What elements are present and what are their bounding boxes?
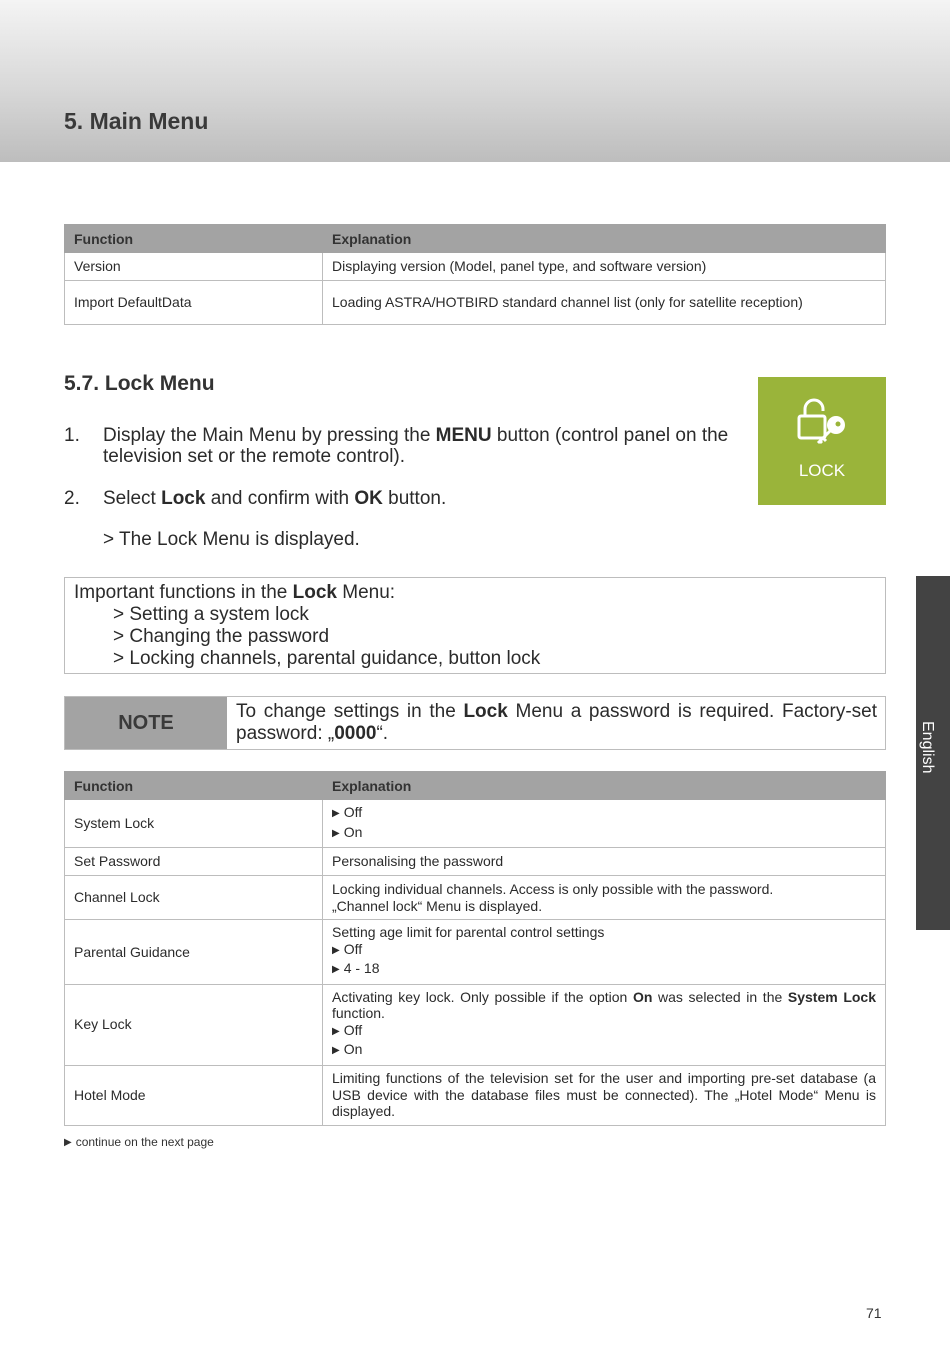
note-text xyxy=(236,701,877,745)
step-text xyxy=(103,488,743,509)
table-row xyxy=(65,1065,886,1125)
column-header-explanation: Explanation xyxy=(323,225,886,253)
cell-function: Version xyxy=(65,253,323,281)
column-header-explanation: Explanation xyxy=(323,772,886,800)
function-table-1 xyxy=(64,224,886,325)
lock-keyword: Lock xyxy=(292,582,337,603)
table-row xyxy=(65,876,886,920)
option-label: Off xyxy=(343,1021,363,1038)
lock-keyword: Lock xyxy=(161,488,206,509)
note-text-part: “. xyxy=(376,723,389,744)
menu-button-name: MENU xyxy=(435,425,492,446)
factory-password: 0000 xyxy=(334,723,377,744)
explanation-text-part: was selected in the xyxy=(652,988,788,1005)
option-keyword: On xyxy=(632,988,653,1005)
arrow-right-icon: ▶ xyxy=(332,827,340,839)
explanation-line: „Channel lock“ Menu is displayed. xyxy=(332,897,543,914)
cell-function: Hotel Mode xyxy=(65,1065,323,1125)
option-item xyxy=(332,804,876,824)
cell-function: Set Password xyxy=(65,848,323,876)
lock-keyword: Lock xyxy=(463,701,508,722)
table-row xyxy=(65,848,886,876)
important-intro xyxy=(74,582,395,604)
step-text-part: Display the Main Menu by pressing the xyxy=(103,425,436,446)
arrow-right-icon: ▶ xyxy=(332,964,340,975)
lock-tile-label: LOCK xyxy=(798,461,846,480)
cell-explanation: Displaying version (Model, panel type, and software version) xyxy=(323,253,886,281)
step-number: 2. xyxy=(64,488,80,509)
option-label: On xyxy=(343,823,363,840)
table-row xyxy=(65,920,886,985)
continue-text: continue on the next page xyxy=(75,1135,214,1149)
table-header-row xyxy=(65,225,886,253)
option-item xyxy=(332,941,876,961)
arrow-right-icon: ▶ xyxy=(332,808,340,819)
cell-explanation xyxy=(323,800,886,848)
cell-function: Import DefaultData xyxy=(65,281,323,325)
arrow-right-icon: ▶ xyxy=(332,1045,340,1056)
lock-menu-tile xyxy=(758,377,886,505)
note-label: NOTE xyxy=(65,697,227,749)
option-label: On xyxy=(343,1041,363,1057)
cell-explanation: Limiting functions of the television set for the user and importing pre-set database (a USB device with the database files must be connected). The „Hotel Mode“ Menu is displayed. xyxy=(323,1065,886,1125)
option-item xyxy=(332,824,876,844)
cell-function: Parental Guidance xyxy=(65,920,323,985)
list-item: > Changing the password xyxy=(113,626,330,647)
cell-explanation xyxy=(323,984,886,1065)
option-item xyxy=(332,1022,876,1042)
table-row xyxy=(65,984,886,1065)
step-text-part: Select xyxy=(103,488,162,509)
step-text-part: and confirm with xyxy=(205,488,355,509)
cell-explanation: Personalising the password xyxy=(323,848,886,876)
cell-explanation: Loading ASTRA/HOTBIRD standard channel list (only for satellite reception) xyxy=(323,281,886,325)
cell-explanation xyxy=(323,876,886,920)
table-row xyxy=(65,253,886,281)
important-functions-box xyxy=(64,577,886,674)
column-header-function: Function xyxy=(65,225,323,253)
list-item: > Locking channels, parental guidance, button lock xyxy=(113,648,541,669)
language-tab-label: English xyxy=(919,721,936,774)
note-text-part: Menu a password is required. Factory-set password: „ xyxy=(236,701,877,744)
intro-text-part: Menu: xyxy=(336,582,396,603)
step-text xyxy=(103,425,743,467)
list-item: > Setting a system lock xyxy=(113,604,309,625)
result-text: > The Lock Menu is displayed. xyxy=(103,529,360,550)
language-tab xyxy=(916,576,950,930)
table-row xyxy=(65,800,886,848)
explanation-text-part: function. xyxy=(332,1005,385,1021)
cell-function: System Lock xyxy=(65,800,323,848)
column-header-function: Function xyxy=(65,772,323,800)
explanation-text-part: Activating key lock. Only possible if the option xyxy=(332,988,633,1005)
function-keyword: System Lock xyxy=(787,988,876,1005)
function-table-2 xyxy=(64,771,886,1126)
explanation-line: Locking individual channels. Access is only possible with the password. xyxy=(332,881,774,897)
table-row xyxy=(65,281,886,325)
cell-explanation xyxy=(323,920,886,985)
option-item xyxy=(332,960,876,980)
step-number: 1. xyxy=(64,425,80,446)
option-label: 4 - 18 xyxy=(343,960,380,976)
cell-function: Key Lock xyxy=(65,984,323,1065)
arrow-right-icon: ▶ xyxy=(332,944,340,956)
page-header xyxy=(0,0,950,162)
arrow-right-icon: ▶ xyxy=(332,1025,340,1037)
step-text-part: button (control panel on the television set or the remote control). xyxy=(103,425,729,467)
explanation-line: Setting age limit for parental control settings xyxy=(332,924,605,940)
cell-function: Channel Lock xyxy=(65,876,323,920)
option-item xyxy=(332,1041,876,1061)
option-label: Off xyxy=(343,804,363,820)
padlock-key-icon xyxy=(796,397,848,449)
step-text-part: button. xyxy=(382,488,447,509)
intro-text-part: Important functions in the xyxy=(74,582,293,603)
section-title: 5.7. Lock Menu xyxy=(64,372,215,395)
note-text-part: To change settings in the xyxy=(236,701,464,722)
page-title: 5. Main Menu xyxy=(64,108,209,134)
note-box xyxy=(64,696,886,750)
continue-note xyxy=(64,1135,214,1149)
table-header-row xyxy=(65,772,886,800)
ok-button-name: OK xyxy=(354,488,383,509)
explanation-line xyxy=(332,989,876,1022)
arrow-right-icon: ▶ xyxy=(64,1137,72,1148)
page-number: 71 xyxy=(866,1305,882,1321)
option-label: Off xyxy=(343,940,363,957)
